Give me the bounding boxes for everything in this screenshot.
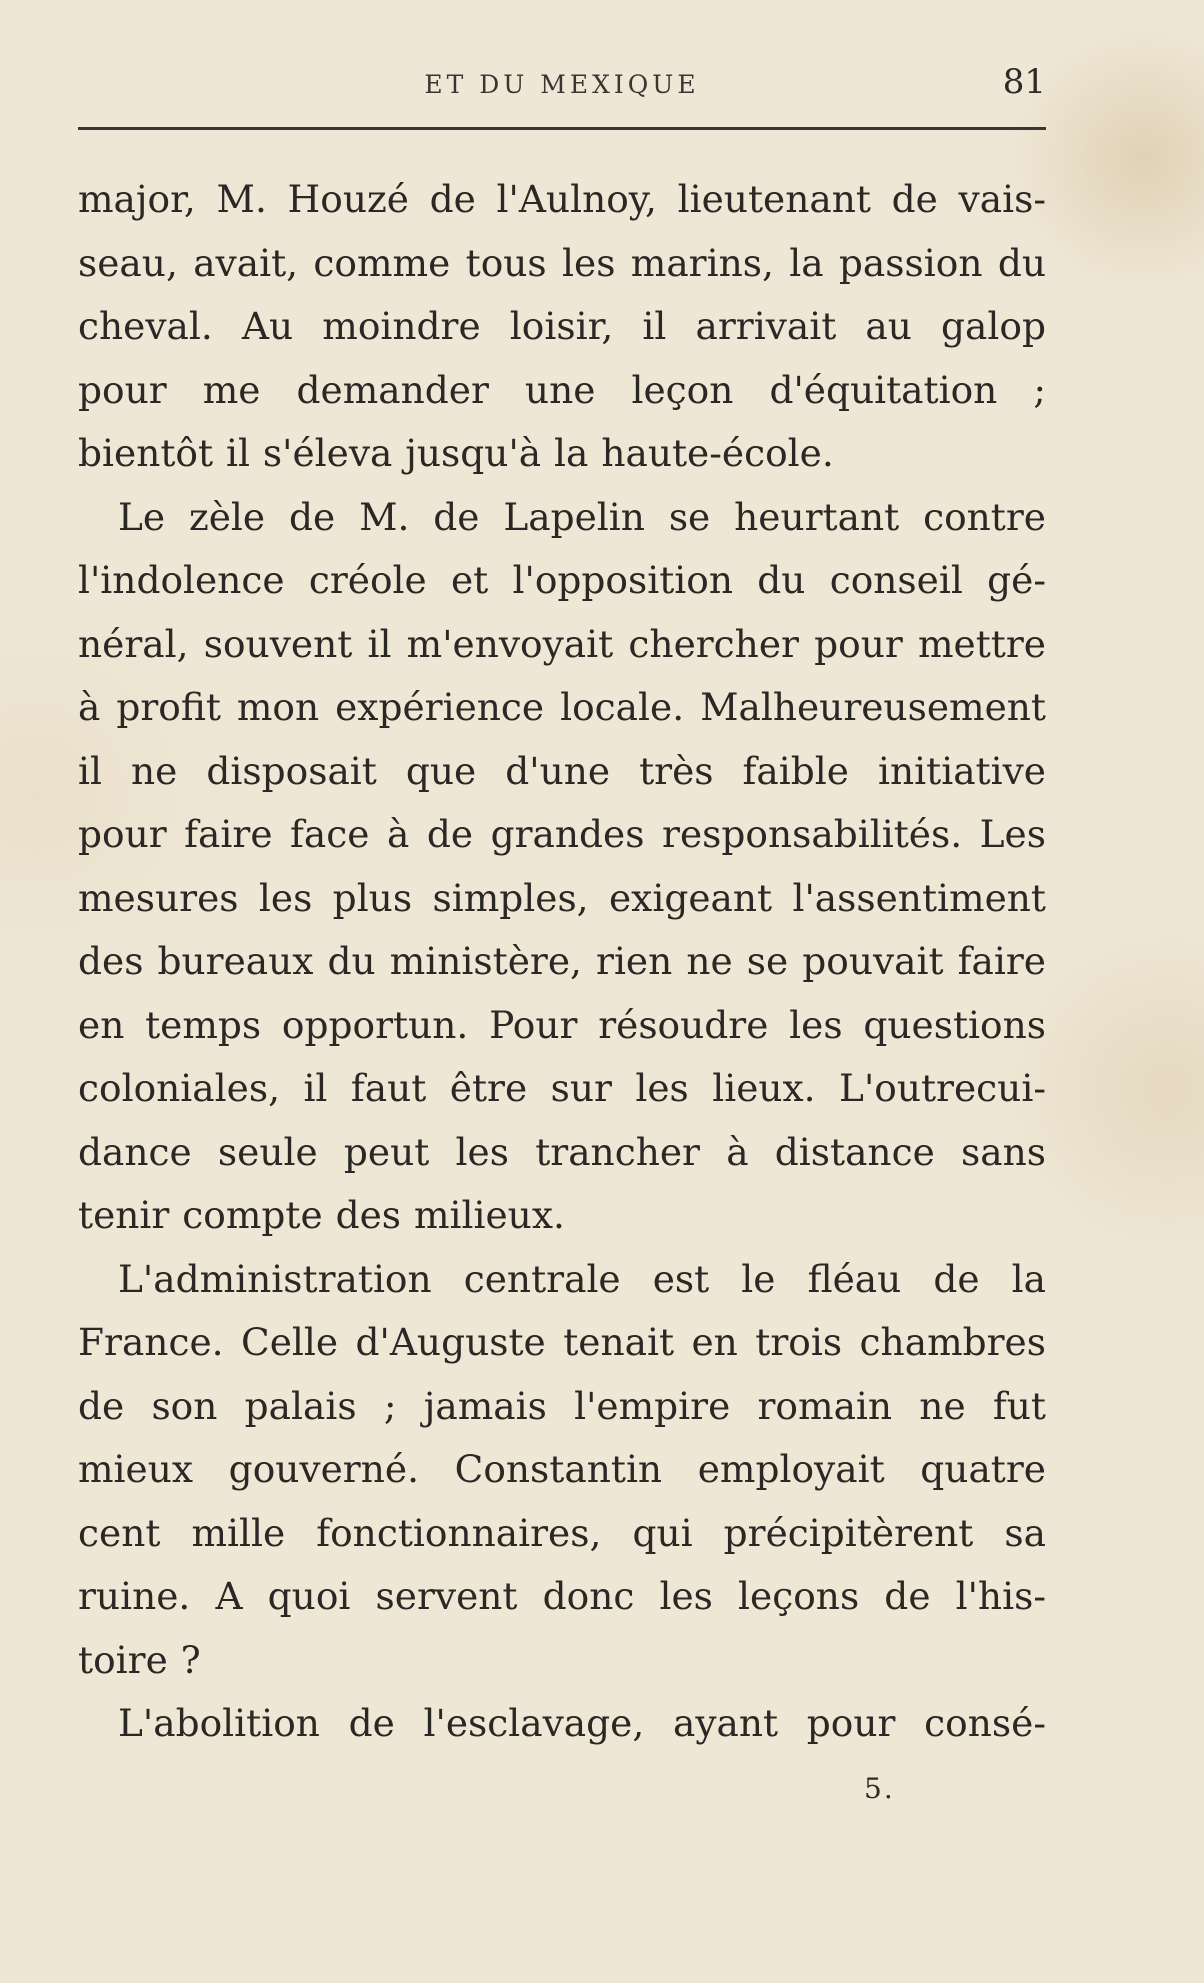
text-line: L'administration centrale est le fléau de la bbox=[118, 1256, 1046, 1301]
page-number: 81 bbox=[1002, 62, 1046, 102]
text-line: pour me demander une leçon d'équitation ; bbox=[78, 367, 1046, 412]
signature-mark: 5. bbox=[864, 1772, 895, 1805]
text-line: l'indolence créole et l'opposition du conseil gé- bbox=[78, 558, 1046, 602]
text-line: dance seule peut les trancher à distance sans bbox=[78, 1129, 1046, 1174]
body-text bbox=[78, 168, 1046, 1756]
text-line: des bureaux du ministère, rien ne se pouvait faire bbox=[78, 939, 1046, 983]
text-line: néral, souvent il m'envoyait chercher pour mettre bbox=[78, 621, 1046, 666]
text-line: coloniales, il faut être sur les lieux. L'outrecui- bbox=[78, 1066, 1046, 1110]
text-line: de son palais ; jamais l'empire romain ne fut bbox=[78, 1383, 1046, 1428]
text-line: en temps opportun. Pour résoudre les questions bbox=[78, 1002, 1046, 1047]
text-line: bientôt il s'éleva jusqu'à la haute-école. bbox=[78, 431, 834, 475]
text-line: mesures les plus simples, exigeant l'assentiment bbox=[78, 875, 1046, 920]
running-title: ET DU MEXIQUE bbox=[424, 70, 700, 99]
text-line: France. Celle d'Auguste tenait en trois chambres bbox=[78, 1320, 1046, 1364]
text-line: seau, avait, comme tous les marins, la passion du bbox=[78, 240, 1046, 285]
text-line: il ne disposait que d'une très faible initiative bbox=[78, 748, 1046, 793]
text-line: tenir compte des milieux. bbox=[78, 1193, 565, 1237]
text-line: toire ? bbox=[78, 1637, 201, 1682]
text-line: ruine. A quoi servent donc les leçons de l'his- bbox=[78, 1574, 1046, 1618]
text-line: à profit mon expérience locale. Malheureusement bbox=[78, 685, 1046, 729]
text-line: mieux gouverné. Constantin employait quatre bbox=[78, 1447, 1046, 1491]
text-line: cheval. Au moindre loisir, il arrivait au galop bbox=[78, 304, 1046, 348]
text-line: major, M. Houzé de l'Aulnoy, lieutenant de vais- bbox=[78, 177, 1046, 221]
text-line: Le zèle de M. de Lapelin se heurtant contre bbox=[118, 494, 1046, 539]
running-head bbox=[78, 62, 1046, 112]
header-rule bbox=[78, 127, 1046, 130]
text-line: L'abolition de l'esclavage, ayant pour consé- bbox=[118, 1701, 1046, 1745]
text-line: pour faire face à de grandes responsabilités. Les bbox=[78, 812, 1046, 856]
text-line: cent mille fonctionnaires, qui précipitèrent sa bbox=[78, 1510, 1046, 1555]
